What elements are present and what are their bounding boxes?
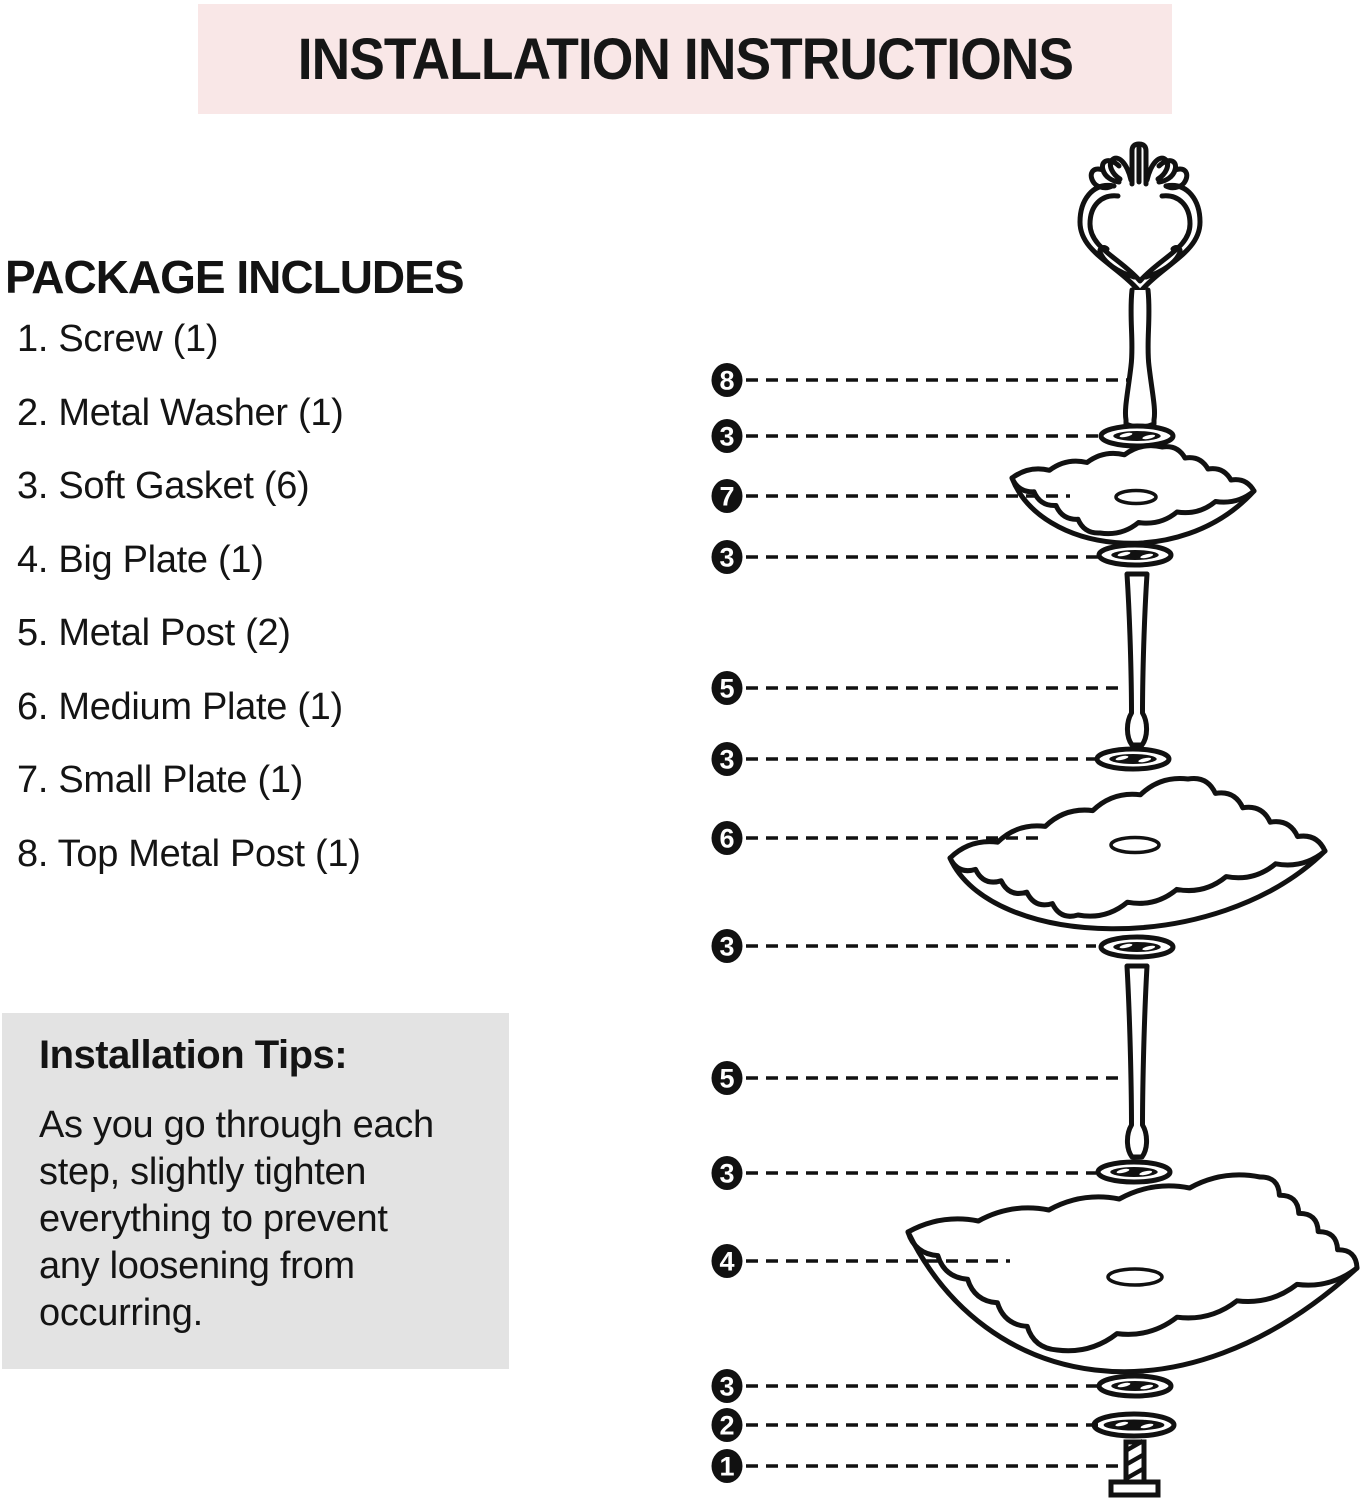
callout-number: 8 [719,365,735,396]
medium-plate [950,778,1325,928]
callout-metal-washer [712,1408,1099,1442]
callout-soft-gasket [712,419,1100,453]
callout-number: 3 [719,542,735,573]
callout-soft-gasket [712,742,1097,776]
tips-line: any loosening from [39,1245,355,1287]
title-banner [198,4,1172,114]
top-metal-post-drawing [1080,144,1200,427]
metal-post [1127,966,1147,1157]
soft-gasket [1099,545,1171,565]
package-list [17,303,361,891]
callout-soft-gasket [712,929,1097,963]
package-heading: PACKAGE INCLUDES [5,251,464,303]
soft-gasket [1101,426,1173,446]
list-item: 1. Screw (1) [17,318,219,361]
soft-gasket [1098,1162,1170,1182]
callout-soft-gasket [712,1369,1099,1403]
screw [1111,1439,1158,1495]
tips-heading: Installation Tips: [39,1033,348,1077]
soft-gasket [1099,1376,1171,1396]
callout-number: 3 [719,421,735,452]
callout-top-metal-post [712,363,1129,397]
big-plate [908,1175,1357,1372]
callout-number: 1 [719,1451,735,1482]
callout-soft-gasket [712,540,1100,574]
list-item: 7. Small Plate (1) [17,759,304,802]
soft-gasket [1097,749,1169,769]
callout-number: 4 [719,1246,735,1277]
callout-number: 3 [719,931,735,962]
list-item: 4. Big Plate (1) [17,538,264,581]
list-item: 8. Top Metal Post (1) [17,832,361,875]
tips-line: As you go through each [39,1104,434,1146]
callout-number: 3 [719,1158,735,1189]
tips-line: everything to prevent [39,1198,388,1240]
tips-line: step, slightly tighten [39,1151,367,1193]
callout-metal-post [712,1061,1126,1095]
callout-number: 6 [719,823,735,854]
list-item: 2. Metal Washer (1) [17,391,344,434]
callout-soft-gasket [712,1156,1097,1190]
callout-number: 3 [719,1371,735,1402]
soft-gasket [1101,937,1173,957]
callout-metal-post [712,671,1126,705]
callout-number: 7 [719,481,735,512]
exploded-diagram [690,140,1365,1500]
callout-number: 2 [719,1410,735,1441]
page-title: INSTALLATION INSTRUCTIONS [297,26,1073,92]
list-item: 3. Soft Gasket (6) [17,465,310,508]
list-item: 6. Medium Plate (1) [17,685,343,728]
tips-box [2,1013,509,1369]
list-item: 5. Metal Post (2) [17,612,291,655]
callout-screw [712,1449,1122,1483]
callout-number: 5 [719,673,735,704]
callout-number: 5 [719,1063,735,1094]
callout-number: 3 [719,744,735,775]
metal-washer [1094,1414,1174,1436]
metal-post [1127,574,1147,745]
tips-line: occurring. [39,1292,203,1334]
